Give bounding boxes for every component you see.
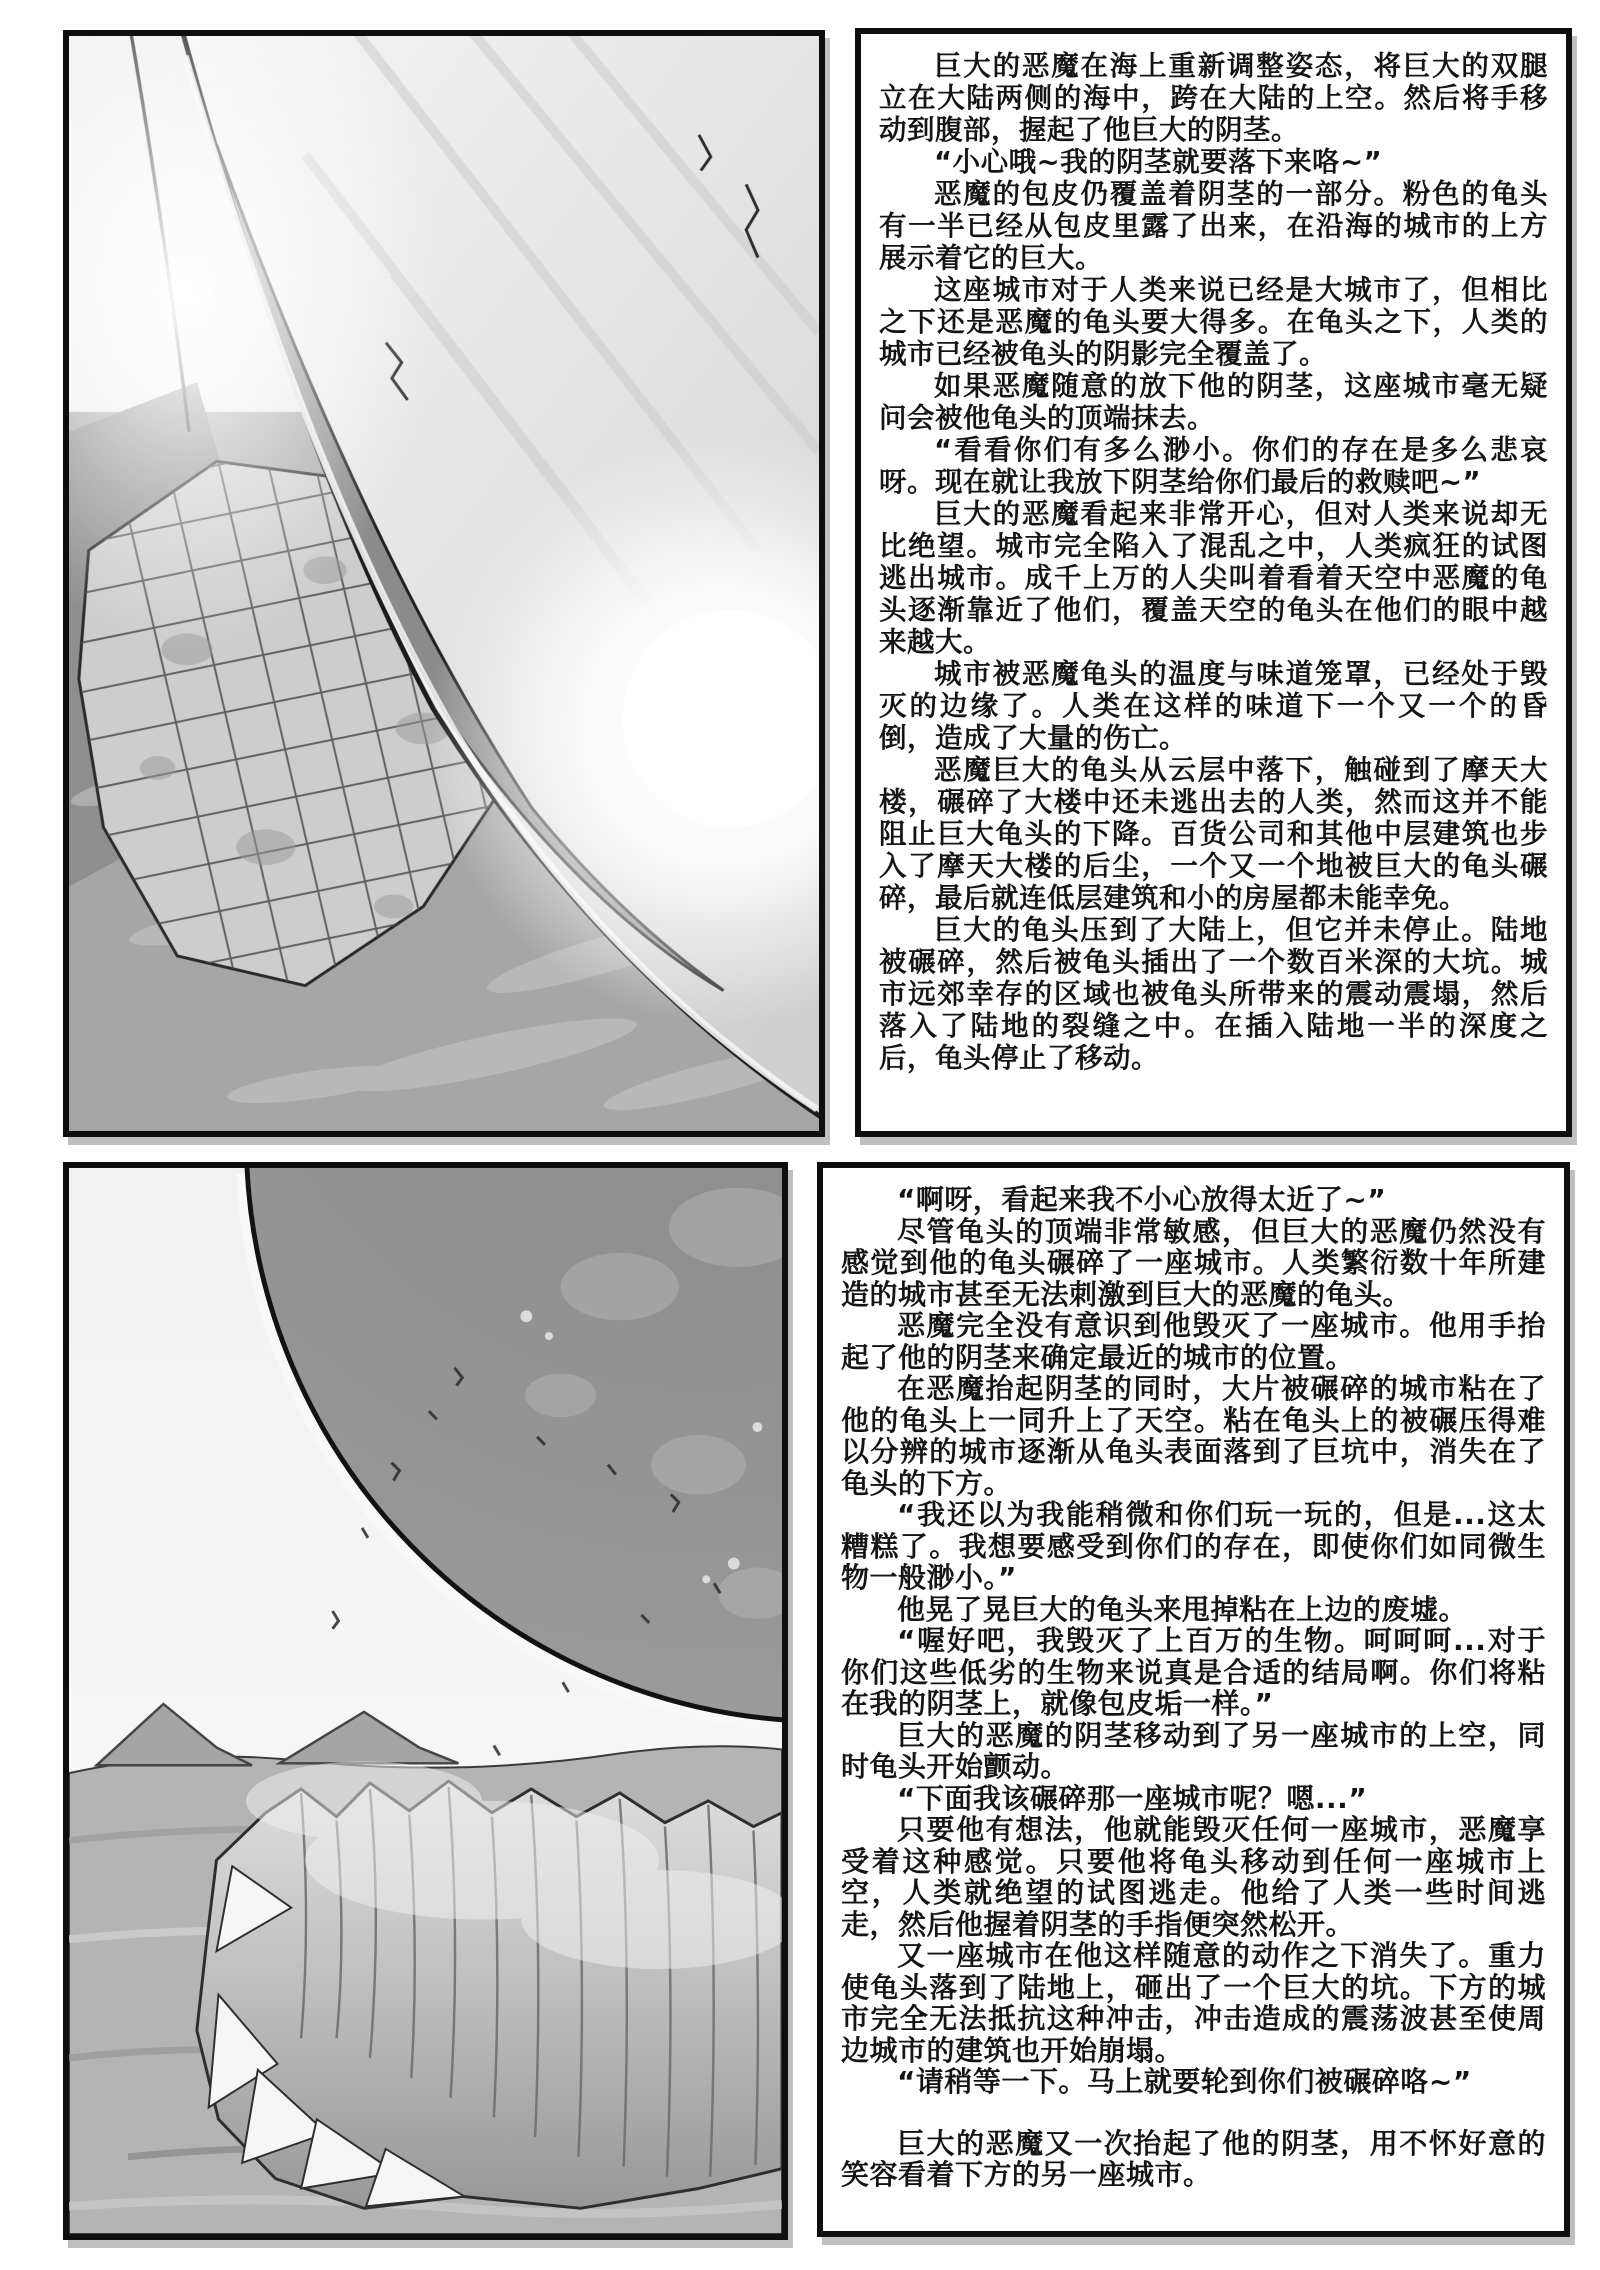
paragraph: 巨大的恶魔的阴茎移动到了另一座城市的上空，同时龟头开始颤动。 <box>841 1718 1546 1783</box>
narration-box-top <box>855 28 1572 1137</box>
top-panel-illustration <box>69 36 819 1131</box>
paragraph: 在恶魔抬起阴茎的同时，大片被碾碎的城市粘在了他的龟头上一同升上了天空。粘在龟头上的被碾压得难以分辨的城市逐渐从龟头表面落到了巨坑中，消失在了龟头的下方。 <box>841 1372 1546 1500</box>
paragraph: “我还以为我能稍微和你们玩一玩的，但是...这太糟糕了。我想要感受到你们的存在，即使你们如同微生物一般渺小。” <box>841 1498 1546 1594</box>
paragraph: 他晃了晃巨大的龟头来甩掉粘在上边的废墟。 <box>897 1592 1468 1626</box>
panel-bottom-artwork <box>63 1162 788 2240</box>
paragraph: 巨大的恶魔又一次抬起了他的阴茎，用不怀好意的笑容看着下方的另一座城市。 <box>841 2126 1546 2191</box>
paragraph: 恶魔完全没有意识到他毁灭了一座城市。他用手抬起了他的阴茎来确定最近的城市的位置。 <box>841 1309 1546 1374</box>
paragraph: “请稍等一下。马上就要轮到你们被碾碎咯~” <box>897 2065 1472 2098</box>
paragraph: 巨大的恶魔在海上重新调整姿态，将巨大的双腿立在大陆两侧的海中，跨在大陆的上空。然后将手移动到腹部，握起了他巨大的阴茎。 <box>879 50 1548 146</box>
paragraph: 城市被恶魔龟头的温度与味道笼罩，已经处于毁灭的边缘了。人类在这样的味道下一个又一个的昏倒，造成了大量的伤亡。 <box>879 658 1548 754</box>
paragraph: 巨大的恶魔看起来非常开心，但对人类来说却无比绝望。城市完全陷入了混乱之中，人类疯狂的试图逃出城市。成千上万的人尖叫着看着天空中恶魔的龟头逐渐靠近了他们，覆盖天空的龟头在他们的眼中越来越大。 <box>879 498 1548 658</box>
paragraph: 只要他有想法，他就能毁灭任何一座城市，恶魔享受着这种感觉。只要他将龟头移动到任何一座城市上空，人类就绝望的试图逃走。他给了人类一些时间逃走，然后他握着阴茎的手指便突然松开。 <box>841 1813 1546 1941</box>
paragraph: 如果恶魔随意的放下他的阴茎，这座城市毫无疑问会被他龟头的顶端抹去。 <box>879 370 1548 434</box>
paragraph: 这座城市对于人类来说已经是大城市了，但相比之下还是恶魔的龟头要大得多。在龟头之下，人类的城市已经被龟头的阴影完全覆盖了。 <box>879 274 1548 370</box>
paragraph: 尽管龟头的顶端非常敏感，但巨大的恶魔仍然没有感觉到他的龟头碾碎了一座城市。人类繁衍数十年所建造的城市甚至无法刺激到巨大的恶魔的龟头。 <box>841 1214 1546 1311</box>
paragraph: 巨大的龟头压到了大陆上，但它并未停止。陆地被碾碎，然后被龟头插出了一个数百米深的大坑。城市远郊幸存的区域也被龟头所带来的震动震塌，然后落入了陆地的裂缝之中。在插入陆地一半的深度之后，龟头停止了移动。 <box>879 914 1548 1074</box>
paragraph: “喔好吧，我毁灭了上百万的生物。呵呵呵...对于你们这些低劣的生物来说真是合适的结局啊。你们将粘在我的阴茎上，就像包皮垢一样。” <box>841 1624 1546 1720</box>
paragraph: “下面我该碾碎那一座城市呢？嗯...” <box>897 1781 1368 1815</box>
narration-text-bottom <box>841 1184 1546 2221</box>
paragraph-spacer <box>841 2098 1546 2128</box>
paragraph: “看看你们有多么渺小。你们的存在是多么悲哀呀。现在就让我放下阴茎给你们最后的救赎吧~” <box>879 434 1548 498</box>
paragraph: “小心哦~我的阴茎就要落下来咯~” <box>934 146 1383 178</box>
paragraph: 恶魔的包皮仍覆盖着阴茎的一部分。粉色的龟头有一半已经从包皮里露了出来，在沿海的城市的上方展示着它的巨大。 <box>879 178 1548 274</box>
narration-box-bottom <box>817 1162 1570 2237</box>
narration-text-top <box>879 50 1548 1121</box>
paragraph: 又一座城市在他这样随意的动作之下消失了。重力使龟头落到了陆地上，砸出了一个巨大的坑。下方的城市完全无法抵抗这种冲击，冲击造成的震荡波甚至使周边城市的建筑也开始崩塌。 <box>841 1939 1546 2067</box>
panel-top-artwork <box>63 30 825 1137</box>
paragraph: 恶魔巨大的龟头从云层中落下，触碰到了摩天大楼，碾碎了大楼中还未逃出去的人类，然而这并不能阻止巨大龟头的下降。百货公司和其他中层建筑也步入了摩天大楼的后尘，一个又一个地被巨大的龟头碾碎，最后就连低层建筑和小的房屋都未能幸免。 <box>879 754 1548 914</box>
bottom-panel-illustration <box>69 1168 782 2234</box>
paragraph: “啊呀，看起来我不小心放得太近了~” <box>897 1184 1387 1216</box>
